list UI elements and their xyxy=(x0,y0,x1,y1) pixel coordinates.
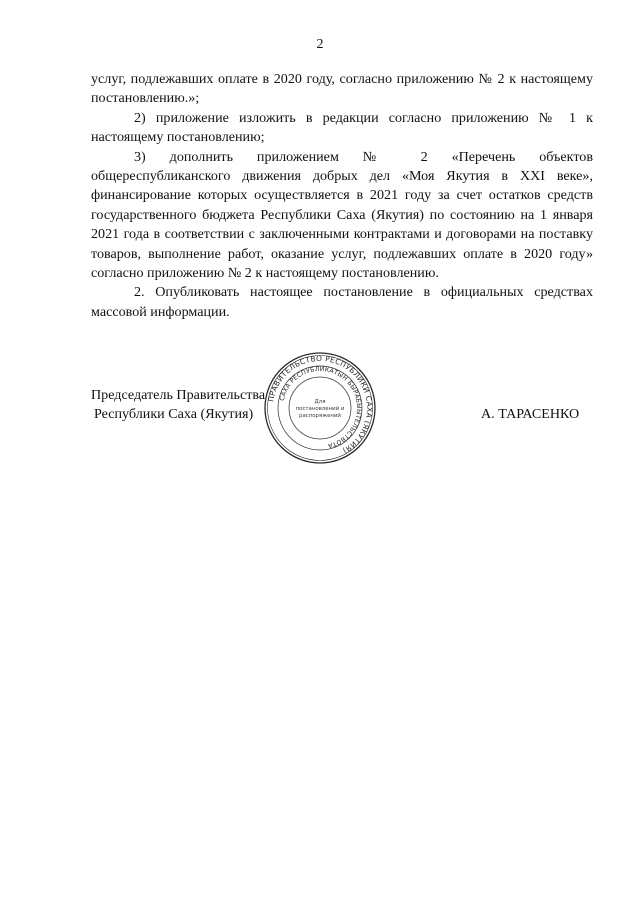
paragraph-item-3: 3) дополнить приложением № 2 «Перечень объектов общереспубликанского движения добрых дел «Моя Якутия в XXI веке», финансирование которых осуществляется в 2021 году за счет остатков средств государственного бюджета Республики Саха (Якутия) по состоянию на 1 января 2021 года в соответствии с заключенными контрактами и договорами на поставку товаров, выполнение работ, оказание услуг, подлежавших оплате в 2020 году» согласно приложению № 2 к настоящему постановлению. xyxy=(91,148,593,282)
official-seal xyxy=(263,351,377,465)
paragraph-publish: 2. Опубликовать настоящее постановление в официальных средствах массовой информации. xyxy=(91,284,593,320)
seal-center-line-1: Для xyxy=(314,399,326,405)
signatory-name: А. ТАРАСЕНКО xyxy=(481,406,580,422)
document-body xyxy=(91,70,593,322)
paragraph-item-2: 2) приложение изложить в редакции согласно приложению № 1 к настоящему постановлению; xyxy=(91,109,593,146)
seal-outer-text: ПРАВИТЕЛЬСТВО РЕСПУБЛИКИ САХА (ЯКУТИЯ) xyxy=(266,353,375,456)
signatory-title-line-2: Республики Саха (Якутия) xyxy=(94,406,254,423)
seal-center-line-2: постановлений и xyxy=(295,406,345,412)
signatory-title-line-1: Председатель Правительства xyxy=(91,387,266,403)
paragraph-continuation: услуг, подлежавших оплате в 2020 году, согласно приложению № 2 к настоящему постановлению.»; xyxy=(91,71,593,107)
page-number: 2 xyxy=(316,37,324,52)
signatory-title xyxy=(91,386,265,425)
seal-inner-text: САХА РЕСПУБЛИКАТЫН БЫРАБЫЫТЕЛЬСТВОТА xyxy=(278,365,363,450)
seal-center-line-3: распоряжений xyxy=(299,413,341,419)
